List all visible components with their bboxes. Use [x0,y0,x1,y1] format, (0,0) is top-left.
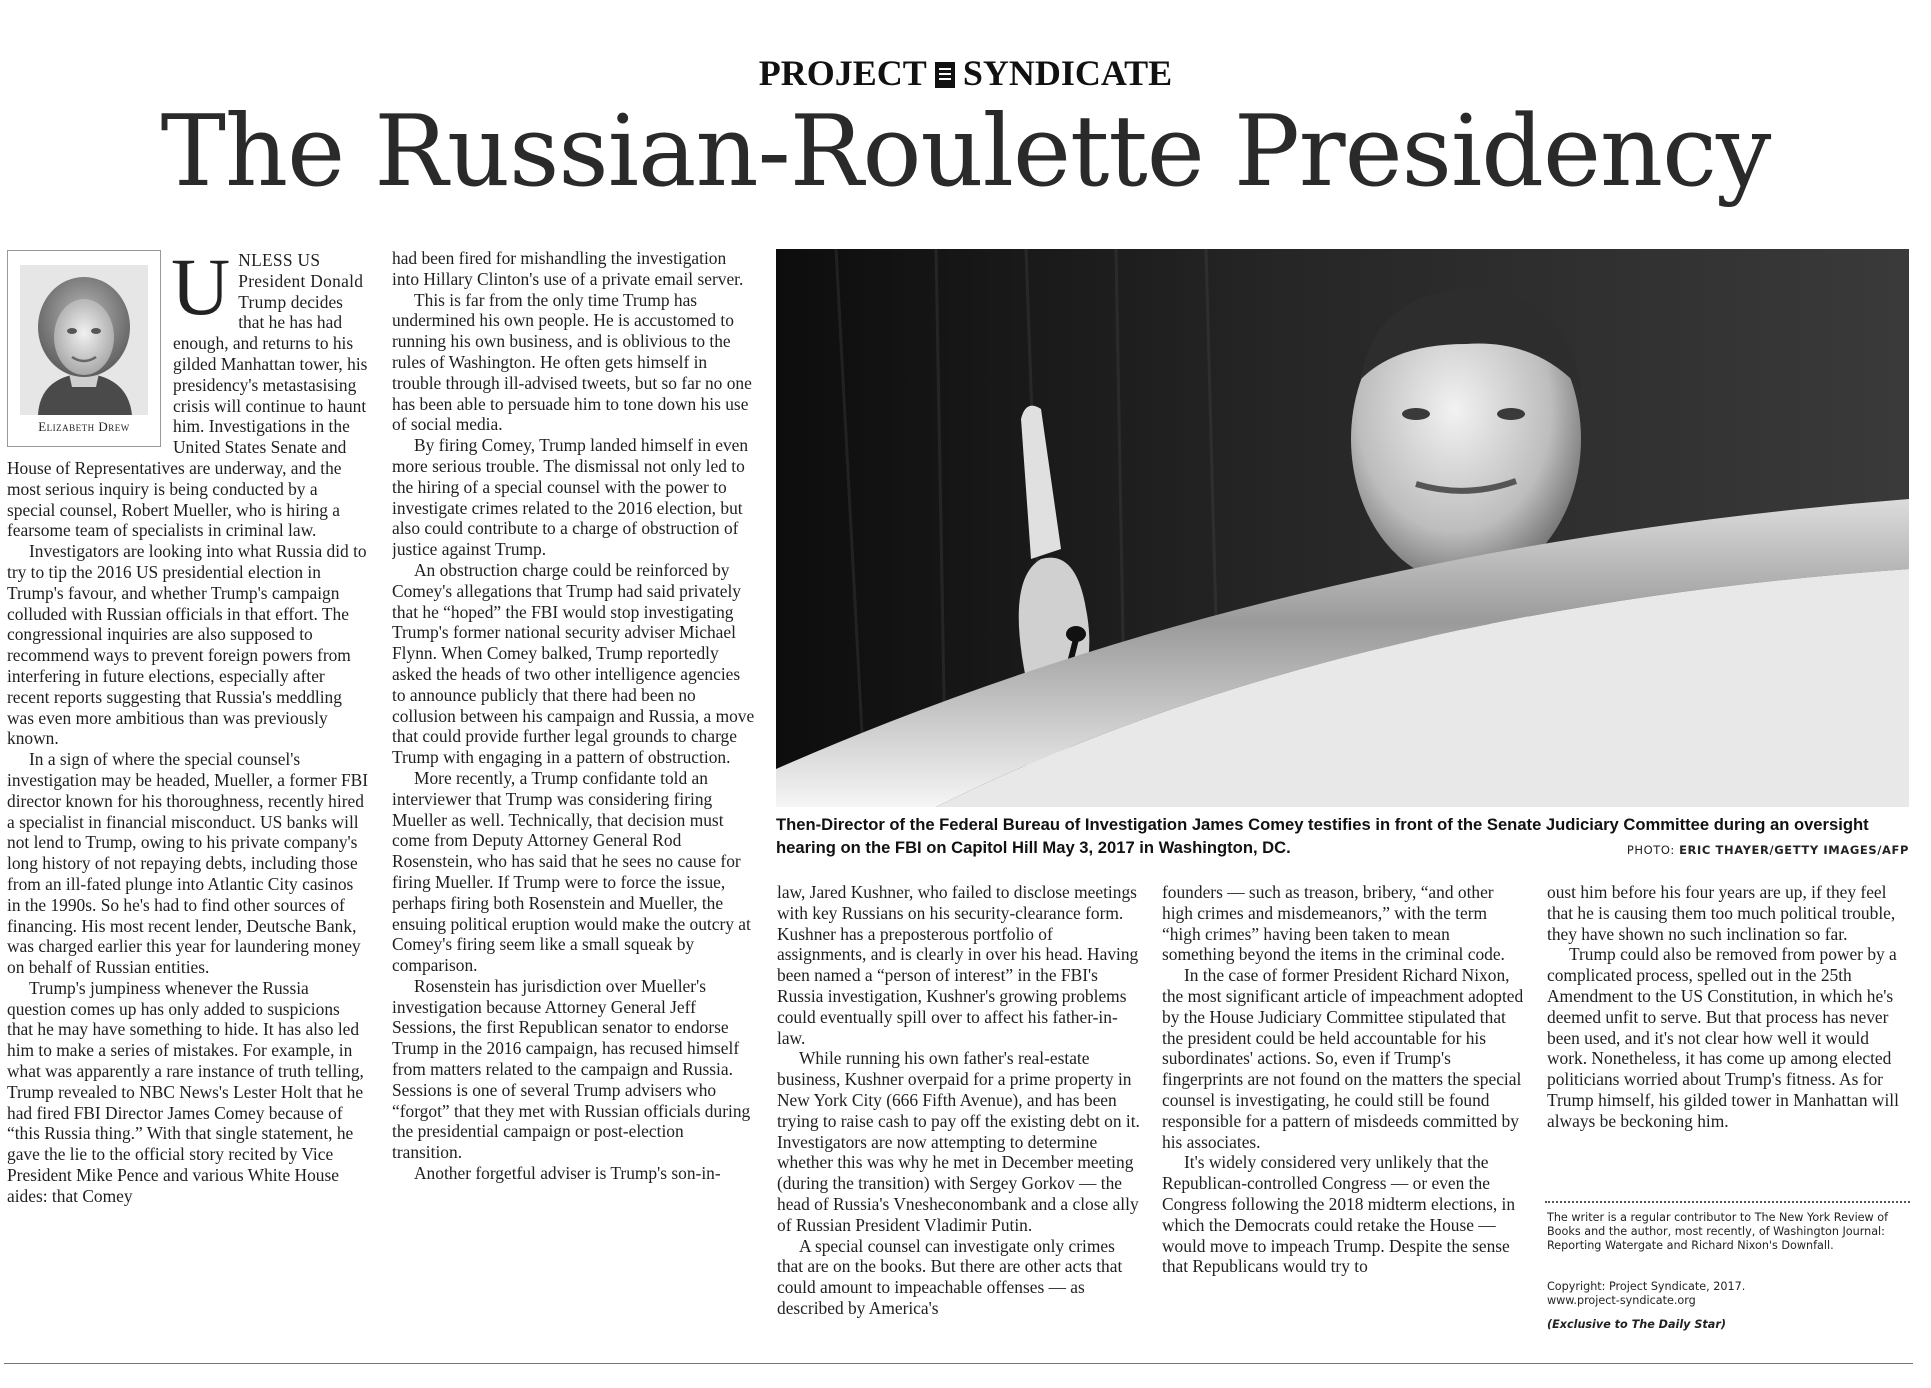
copyright-block [1547,1280,1911,1308]
masthead-left: PROJECT [758,53,927,93]
article-column-3 [777,882,1141,1335]
paragraph: This is far from the only time Trump has undermined his own people. He is accustomed to running his own business, and is oblivious to the rules of Washington. He often gets himself in trouble through ill-advised tweets, but so far no one has been able to persuade him to tone down his use of social media. [392,289,752,435]
photo-credit-name: ERIC THAYER/GETTY IMAGES/AFP [1679,843,1909,857]
paragraph: Investigators are looking into what Russia did to try to tip the 2016 US presidential election in Trump's favour, and whether Trump's campaign colluded with Russian officials in that effort. The congressional inquiries are also supposed to recommend ways to prevent foreign powers from interfering in future elections, especially after recent reports suggesting that Russia's meddling was even more ambitious than was previously known. [7,541,367,749]
photo-credit-label: PHOTO: [1626,843,1675,857]
paragraph: In the case of former President Richard Nixon, the most significant article of impeachment adopted by the House Judiciary Committee stipulated that the president could be held accountable for his subordinates' actions. So, even if Trump's fingerprints are not found on the matters the special counsel is investigating, he could still be found responsible for a pattern of misdeeds committed by his associates. [1162,965,1524,1152]
paragraph-continued: law, Jared Kushner, who failed to disclose meetings with key Russians on his security-clearance form. Kushner has a preposterous portfolio of assignments, and is clearly in over his head. Having been named a “person of interest” in the FBI's Russia investigation, Kushner's growing problems could eventually spill over to affect his father-in-law. [777,882,1139,1048]
paragraph: A special counsel can investigate only crimes that are on the books. But there are other acts that could amount to impeachable offenses — as described by America's [777,1235,1123,1318]
drop-cap: U [171,250,231,332]
paragraph-continued: oust him before his four years are up, if they feel that he is causing them too much political trouble, they have shown no such inclination so far. [1547,882,1896,944]
article-column-5 [1547,882,1911,1197]
paragraph-continued: had been fired for mishandling the investigation into Hillary Clinton's use of a private email server. [392,248,744,289]
article-headline: The Russian-Roulette Presidency [160,95,1771,209]
paragraph-continued: founders — such as treason, bribery, “and other high crimes and misdemeanors,” with the term “high crimes” having been taken to mean something beyond the items in the criminal code. [1162,882,1505,965]
paragraph: More recently, a Trump confidante told an interviewer that Trump was considering firing Mueller as well. Technically, that decision must come from Deputy Attorney General Rod Rosenstein, who has said that he sees no cause for firing Mueller. If Trump were to force the issue, perhaps firing both Rosenstein and Mueller, the ensuing political eruption would make the outcry at Comey's firing seem like a small squeak by comparison. [392,767,751,976]
paragraph: By firing Comey, Trump landed himself in even more serious trouble. The dismissal not only led to the hiring of a special counsel with the power to investigate crimes related to the 2016 election, but also could contribute to a charge of obstruction of justice against Trump. [392,435,749,560]
masthead-right: SYNDICATE [962,53,1173,93]
paragraph: It's widely considered very unlikely that the Republican-controlled Congress — or even the Congress following the 2018 midterm elections, in which the Democrats could retake the House — would move to impeach Trump. Despite the sense that Republicans would try to [1162,1152,1516,1277]
paragraph: While running his own father's real-estate business, Kushner overpaid for a prime property in New York City (666 Fifth Avenue), and has been trying to raise cash to pay off the existing debt on it. Investigators are now attempting to determine whether this was why he met in December meeting (during the transition) with Sergey Gorkov — the head of Russia's Vnesheconombank and a close ally of Russian President Vladimir Putin. [777,1048,1140,1235]
article-column-4 [1162,882,1526,1335]
paragraph: Trump could also be removed from power by a complicated process, spelled out in the 25th Amendment to the US Constitution, in which he's deemed unfit to serve. But that process has never been used, and it's not clear how well it would work. Nonetheless, it has come up among elected politicians worried about Trump's fitness. As for Trump himself, his gilded tower in Manhattan will always be beckoning him. [1547,944,1899,1131]
lead-text: decides that he has had enough, and returns to his gilded Manhattan tower, his presidency's metastasising crisis will continue to haunt him. Investigations in the United States Senate and House of Representatives are underway, and the most serious inquiry is being conducted by a special counsel, Robert Mueller, who is hiring a fearsome team of specialists in criminal law. [7,291,368,541]
paragraph: Rosenstein has jurisdiction over Mueller's investigation because Attorney General Jeff Sessions, the first Republican senator to endorse Trump in the 2016 campaign, has recused himself from matters related to the campaign and Russia. Sessions is one of several Trump advisers who “forgot” that they met with Russian officials during the presidential campaign or post-election transition. [392,975,751,1163]
author-bio: The writer is a regular contributor to The New York Review of Books and the author, most recently, of Washington Journal: Reporting Watergate and Richard Nixon's Downfall. [1547,1211,1889,1253]
photo-credit [1627,843,1909,857]
paragraph: Trump's jumpiness whenever the Russia question comes up has only added to suspicions that he may have something to hide. It has also led him to make a series of mistakes. For example, in what was apparently a rare instance of truth telling, Trump revealed to NBC News's Lester Holt that he had fired FBI Director James Comey because of “this Russia thing.” With that single statement, he gave the lie to the official story recited by Vice President Mike Pence and various White House aides: that Comey [7,977,364,1206]
paragraph: Another forgetful adviser is Trump's son-in- [414,1163,721,1184]
exclusive-note: (Exclusive to The Daily Star) [1547,1318,1726,1331]
article-column-1 [7,250,369,1335]
website-link[interactable]: www.project-syndicate.org [1547,1294,1696,1308]
author-photo [20,265,148,415]
page-bottom-rule [4,1363,1913,1364]
paragraph: In a sign of where the special counsel's investigation may be headed, Mueller, a former FBI director known for his thoroughness, recently hired a specialist in financial misconduct. US banks will not lend to Trump, owing to his private company's long history of not repaying debts, including those from an ill-fated plunge into Atlantic City casinos in the 1990s. So he's had to find other sources of financing. His most recent lender, Deutsche Bank, was charged earlier this year for laundering money on behalf of Russian entities. [7,749,369,978]
lead-caps: NLESS US President Donald Trump [238,250,364,312]
footer-divider [1545,1201,1910,1203]
article-column-2 [392,248,755,1335]
photo-caption: Then-Director of the Federal Bureau of Investigation James Comey testifies in front of the Senate Judiciary Committee during an oversight hearing on the FBI on Capitol Hill May 3, 2017 in Washington, DC. [776,815,1869,857]
syndicate-logo-icon [935,62,955,88]
article-photo [776,249,1909,807]
publication-masthead [0,52,1931,94]
author-name: Elizabeth Drew [38,419,130,435]
paragraph: An obstruction charge could be reinforced by Comey's allegations that Trump had said privately that he “hoped” the FBI would stop investigating Trump's former national security adviser Michael Flynn. When Comey balked, Trump reportedly asked the heads of two other intelligence agencies to announce publicly that there had been no collusion between his campaign and Russia, a move that could provide further legal grounds to charge Trump with engaging in a pattern of obstruction. [392,559,755,768]
author-box [7,250,161,447]
copyright-text: Copyright: Project Syndicate, 2017. [1547,1280,1746,1293]
